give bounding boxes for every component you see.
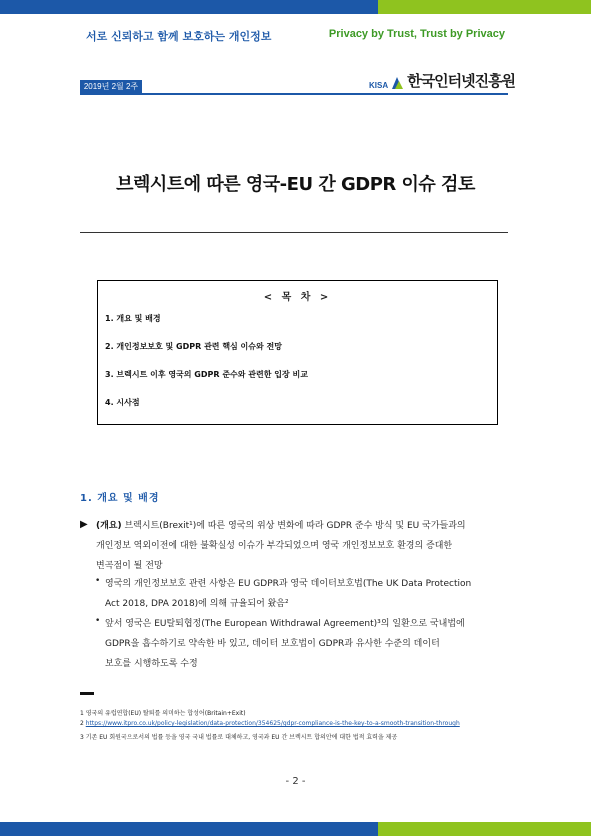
kisa-emblem-icon [390,75,404,91]
footnote-2: 2 https://www.itpro.co.uk/policy-legislation/data-protection/354625/gdpr-compliance-is-the-key-to-a-smooth-transition-through [80,720,460,727]
overview-line-1: (개요) 브렉시트(Brexit¹)에 따른 영국의 위상 변화에 따라 GDPR 준수 방식 및 EU 국가들과의 [96,521,466,531]
logo-org-name: 한국인터넷진흥원 [407,72,516,90]
footnote-2-link[interactable]: https://www.itpro.co.uk/policy-legislation/data-protection/354625/gdpr-compliance-is-the-key-to-a-smooth-transition-through [85,720,460,727]
table-of-contents [97,280,498,425]
overview-line-2: 개인정보 역외이전에 대한 불확실성 이슈가 부각되었으며 영국 개인정보보호 환경의 증대한 [96,541,453,551]
toc-item-3: 3. 브렉시트 이후 영국의 GDPR 준수와 관련한 입장 비교 [105,370,308,379]
overview-line-3: 변곡점이 될 전망 [96,561,163,571]
header-divider [80,93,508,95]
kisa-logo [369,70,515,91]
triangle-bullet-icon: ▶ [80,519,88,530]
header-slogan-english: Privacy by Trust, Trust by Privacy [328,28,505,40]
footnote-3: 3 기존 EU 회원국으로서의 법률 등을 영국 국내 법률로 대체하고, 영국과 EU 간 브렉시트 합의안에 대한 법적 효력을 제공 [80,734,398,741]
page-number: - 2 - [285,776,306,787]
footnote-divider [80,692,94,695]
toc-item-1: 1. 개요 및 배경 [105,314,161,323]
issue-date-label: 2019년 2월 2주 [80,80,142,94]
header-slogan-korean: 서로 신뢰하고 함께 보호하는 개인정보 [86,30,272,43]
bottom-band-green [378,822,591,836]
title-divider [80,232,508,233]
sub-bullet-2: 앞서 영국은 EU탈퇴협정(The European Withdrawal Agreement)³의 일환으로 국내법에 GDPR을 흡수하기로 약속한 바 있고, 데이터 보호법이 GDPR과 유사한 수준의 데이터 보호를 시행하도록 수정 [105,619,465,669]
section-heading-overview: 1. 개요 및 배경 [80,493,160,504]
overview-label: (개요) [96,521,122,531]
top-band-green [378,0,591,14]
sub-bullet-dot-icon: • [95,576,101,586]
toc-item-4: 4. 시사점 [105,398,140,407]
toc-item-2: 2. 개인정보보호 및 GDPR 관련 핵심 이슈와 전망 [105,342,282,351]
bottom-band-blue [0,822,378,836]
top-color-band [0,0,591,14]
sub-bullet-dot-icon: • [95,616,101,626]
toc-heading: < 목 차 > [263,292,332,303]
top-band-blue [0,0,378,14]
overview-paragraph [96,516,516,576]
document-title: 브렉시트에 따른 영국-EU 간 GDPR 이슈 검토 [116,174,475,195]
footnote-1: 1 영국의 유럽연합(EU) 탈퇴를 의미하는 합성어(Britain+Exit) [80,710,246,717]
sub-bullet-1: 영국의 개인정보보호 관련 사항은 EU GDPR과 영국 데이터보호법(The UK Data Protection Act 2018, DPA 2018)에 의해 규율되어 왔음² [105,579,472,609]
bottom-color-band [0,822,591,836]
logo-kisa-text: KISA [369,81,389,90]
